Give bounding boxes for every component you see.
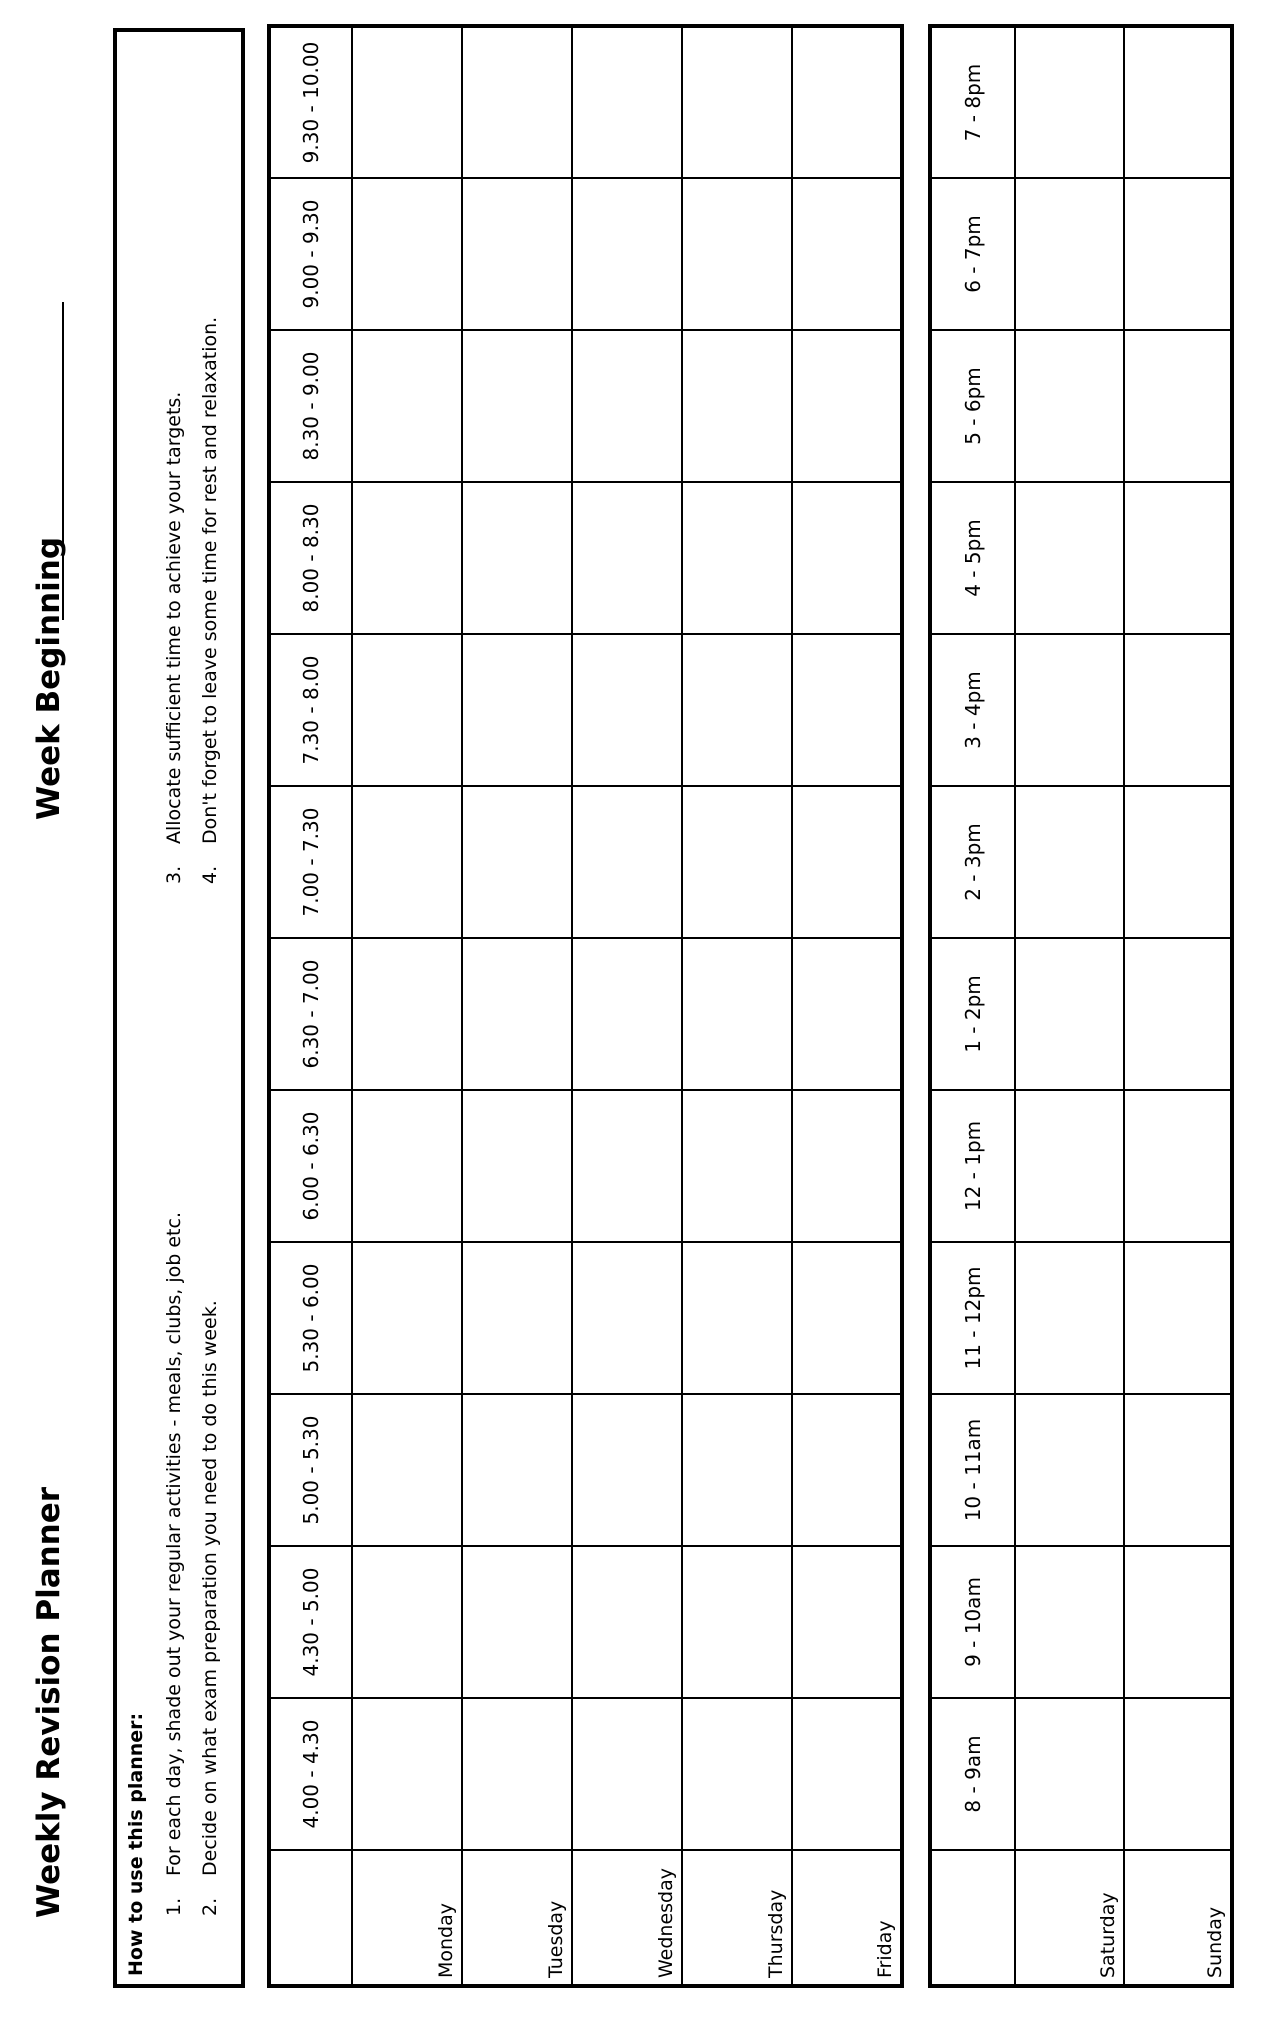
time-slot-cell[interactable] (792, 1698, 902, 1850)
instruction-item-1 (165, 1212, 184, 1916)
time-slot-header: 5.30 - 6.00 (269, 1242, 352, 1394)
time-slot-cell[interactable] (462, 634, 572, 786)
time-slot-cell[interactable] (682, 634, 792, 786)
time-slot-cell[interactable] (1124, 1698, 1232, 1850)
instruction-item-2 (201, 1300, 220, 1916)
time-slot-cell[interactable] (352, 178, 462, 330)
time-slot-cell[interactable] (462, 1698, 572, 1850)
time-slot-header: 4.30 - 5.00 (269, 1546, 352, 1698)
instructions-heading: How to use this planner: (125, 1712, 147, 1976)
day-label: Friday (792, 1850, 902, 1986)
time-slot-header: 6.00 - 6.30 (269, 1090, 352, 1242)
time-slot-cell[interactable] (462, 938, 572, 1090)
weekend-planner-table (928, 24, 1234, 1988)
day-label: Saturday (1015, 1850, 1123, 1986)
time-slot-header: 7 - 8pm (930, 26, 1015, 178)
time-slot-cell[interactable] (792, 786, 902, 938)
instruction-item-4 (201, 317, 220, 884)
time-slot-header: 11 - 12pm (930, 1242, 1015, 1394)
time-slot-header: 1 - 2pm (930, 938, 1015, 1090)
time-slot-cell[interactable] (1015, 938, 1123, 1090)
time-slot-cell[interactable] (352, 330, 462, 482)
time-slot-header: 7.00 - 7.30 (269, 786, 352, 938)
instruction-item-3 (165, 392, 184, 884)
time-slot-cell[interactable] (792, 26, 902, 178)
day-label: Tuesday (462, 1850, 572, 1986)
day-label: Thursday (682, 1850, 792, 1986)
instruction-number: 4. (199, 865, 221, 884)
day-row-thursday (682, 26, 792, 1986)
time-slot-cell[interactable] (352, 938, 462, 1090)
time-slot-cell[interactable] (352, 26, 462, 178)
time-slot-cell[interactable] (572, 178, 682, 330)
time-slot-cell[interactable] (572, 482, 682, 634)
week-beginning-label: Week Beginning (31, 536, 67, 820)
time-slot-cell[interactable] (682, 786, 792, 938)
time-slot-cell[interactable] (462, 1242, 572, 1394)
time-slot-cell[interactable] (352, 1394, 462, 1546)
time-slot-cell[interactable] (792, 1546, 902, 1698)
table-header-row (930, 26, 1015, 1986)
time-slot-cell[interactable] (682, 1394, 792, 1546)
time-slot-cell[interactable] (462, 330, 572, 482)
time-slot-cell[interactable] (1015, 1090, 1123, 1242)
time-slot-cell[interactable] (792, 938, 902, 1090)
time-slot-header: 7.30 - 8.00 (269, 634, 352, 786)
day-row-tuesday (462, 26, 572, 1986)
time-slot-cell[interactable] (1015, 634, 1123, 786)
day-row-friday (792, 26, 902, 1986)
page-title: Weekly Revision Planner (31, 1486, 67, 1918)
time-slot-header: 4 - 5pm (930, 482, 1015, 634)
time-slot-cell[interactable] (462, 26, 572, 178)
time-slot-header: 8.00 - 8.30 (269, 482, 352, 634)
time-slot-cell[interactable] (1124, 330, 1232, 482)
time-slot-cell[interactable] (792, 634, 902, 786)
time-slot-cell[interactable] (792, 330, 902, 482)
weekday-planner-table (267, 24, 904, 1988)
time-slot-cell[interactable] (572, 1546, 682, 1698)
time-slot-cell[interactable] (1015, 482, 1123, 634)
time-slot-cell[interactable] (352, 786, 462, 938)
day-row-sunday (1124, 26, 1232, 1986)
time-slot-header: 5.00 - 5.30 (269, 1394, 352, 1546)
time-slot-header: 5 - 6pm (930, 330, 1015, 482)
time-slot-cell[interactable] (1015, 178, 1123, 330)
time-slot-cell[interactable] (462, 786, 572, 938)
time-slot-cell[interactable] (1124, 1394, 1232, 1546)
time-slot-cell[interactable] (352, 1698, 462, 1850)
time-slot-cell[interactable] (1124, 938, 1232, 1090)
time-slot-cell[interactable] (792, 1394, 902, 1546)
instructions-box (113, 28, 245, 1988)
time-slot-header: 4.00 - 4.30 (269, 1698, 352, 1850)
instruction-text: Allocate sufficient time to achieve your targets. (163, 391, 185, 844)
time-slot-cell[interactable] (572, 786, 682, 938)
day-label: Wednesday (572, 1850, 682, 1986)
week-beginning-field[interactable] (62, 302, 64, 620)
time-slot-header: 10 - 11am (930, 1394, 1015, 1546)
time-slot-header: 2 - 3pm (930, 786, 1015, 938)
time-slot-header: 9 - 10am (930, 1546, 1015, 1698)
time-slot-cell[interactable] (462, 1546, 572, 1698)
time-slot-cell[interactable] (792, 482, 902, 634)
time-slot-cell[interactable] (462, 1090, 572, 1242)
time-slot-cell[interactable] (462, 482, 572, 634)
time-slot-header: 3 - 4pm (930, 634, 1015, 786)
time-slot-cell[interactable] (1015, 1242, 1123, 1394)
instruction-text: Don't forget to leave some time for rest and relaxation. (199, 316, 221, 844)
time-slot-cell[interactable] (792, 1242, 902, 1394)
time-slot-cell[interactable] (572, 634, 682, 786)
time-slot-cell[interactable] (1124, 1546, 1232, 1698)
time-slot-cell[interactable] (682, 26, 792, 178)
time-slot-cell[interactable] (1124, 1090, 1232, 1242)
time-slot-cell[interactable] (352, 1090, 462, 1242)
time-slot-cell[interactable] (682, 1242, 792, 1394)
day-row-wednesday (572, 26, 682, 1986)
time-slot-cell[interactable] (682, 1090, 792, 1242)
time-slot-cell[interactable] (682, 938, 792, 1090)
instruction-number: 2. (199, 1897, 221, 1916)
time-slot-cell[interactable] (1015, 1698, 1123, 1850)
instruction-number: 1. (163, 1897, 185, 1916)
time-slot-cell[interactable] (352, 482, 462, 634)
time-slot-cell[interactable] (572, 1698, 682, 1850)
time-slot-cell[interactable] (682, 482, 792, 634)
corner-cell (269, 1850, 352, 1986)
time-slot-cell[interactable] (1015, 1546, 1123, 1698)
day-row-saturday (1015, 26, 1123, 1986)
day-label: Monday (352, 1850, 462, 1986)
time-slot-cell[interactable] (572, 26, 682, 178)
corner-cell (930, 1850, 1015, 1986)
time-slot-cell[interactable] (572, 1394, 682, 1546)
time-slot-header: 9.30 - 10.00 (269, 26, 352, 178)
instruction-number: 3. (163, 865, 185, 884)
time-slot-header: 12 - 1pm (930, 1090, 1015, 1242)
time-slot-cell[interactable] (572, 938, 682, 1090)
time-slot-cell[interactable] (1015, 330, 1123, 482)
time-slot-cell[interactable] (1124, 786, 1232, 938)
instruction-text: Decide on what exam preparation you need to do this week. (199, 1300, 221, 1876)
time-slot-header: 9.00 - 9.30 (269, 178, 352, 330)
time-slot-cell[interactable] (682, 178, 792, 330)
time-slot-cell[interactable] (1124, 1242, 1232, 1394)
time-slot-cell[interactable] (682, 1698, 792, 1850)
time-slot-cell[interactable] (352, 1242, 462, 1394)
time-slot-cell[interactable] (792, 178, 902, 330)
time-slot-cell[interactable] (462, 1394, 572, 1546)
table-header-row (269, 26, 352, 1986)
time-slot-cell[interactable] (572, 1242, 682, 1394)
time-slot-cell[interactable] (682, 330, 792, 482)
time-slot-cell[interactable] (352, 634, 462, 786)
day-label: Sunday (1124, 1850, 1232, 1986)
time-slot-cell[interactable] (1124, 634, 1232, 786)
time-slot-cell[interactable] (1015, 786, 1123, 938)
time-slot-cell[interactable] (572, 330, 682, 482)
time-slot-cell[interactable] (1015, 26, 1123, 178)
time-slot-header: 8.30 - 9.00 (269, 330, 352, 482)
time-slot-cell[interactable] (1124, 178, 1232, 330)
time-slot-header: 6.30 - 7.00 (269, 938, 352, 1090)
time-slot-header: 6 - 7pm (930, 178, 1015, 330)
day-row-monday (352, 26, 462, 1986)
instruction-text: For each day, shade out your regular activities - meals, clubs, job etc. (163, 1212, 185, 1876)
time-slot-cell[interactable] (572, 1090, 682, 1242)
time-slot-header: 8 - 9am (930, 1698, 1015, 1850)
time-slot-cell[interactable] (462, 178, 572, 330)
time-slot-cell[interactable] (1015, 1394, 1123, 1546)
time-slot-cell[interactable] (682, 1546, 792, 1698)
time-slot-cell[interactable] (1124, 482, 1232, 634)
time-slot-cell[interactable] (1124, 26, 1232, 178)
time-slot-cell[interactable] (352, 1546, 462, 1698)
time-slot-cell[interactable] (792, 1090, 902, 1242)
